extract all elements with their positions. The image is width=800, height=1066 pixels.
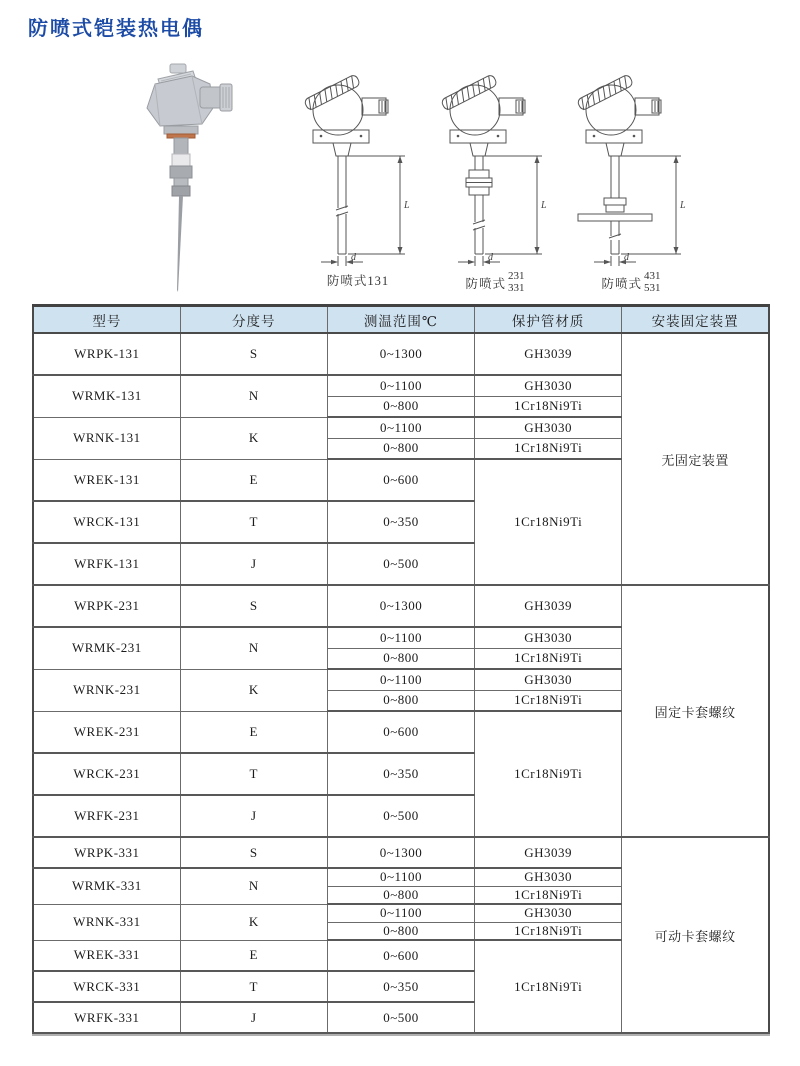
graduation-cell: S <box>180 837 327 868</box>
material-cell: GH3030 <box>475 627 622 648</box>
graduation-cell: J <box>180 1002 327 1033</box>
temp-range-cell: 0~1300 <box>327 837 474 868</box>
temp-range-cell: 0~800 <box>327 396 474 417</box>
figure-caption-231-331 <box>420 271 570 294</box>
model-cell: WRFK-231 <box>33 795 180 837</box>
model-cell: WRNK-331 <box>33 904 180 940</box>
table-row <box>33 333 769 375</box>
temp-range-cell: 0~1100 <box>327 904 474 922</box>
model-cell: WREK-331 <box>33 940 180 971</box>
temp-range-cell: 0~800 <box>327 886 474 904</box>
material-cell: 1Cr18Ni9Ti <box>475 940 622 1033</box>
column-header: 分度号 <box>180 306 327 334</box>
page-title: 防喷式铠装热电偶 <box>28 18 204 40</box>
temp-range-cell: 0~600 <box>327 940 474 971</box>
column-header: 安装固定装置 <box>622 306 769 334</box>
material-cell: 1Cr18Ni9Ti <box>475 886 622 904</box>
caption-text: 防喷式131 <box>326 274 390 288</box>
model-cell: WREK-131 <box>33 459 180 501</box>
caption-text: 防喷式 <box>601 276 642 291</box>
model-cell: WRNK-231 <box>33 669 180 711</box>
material-cell: 1Cr18Ni9Ti <box>475 922 622 940</box>
temp-range-cell: 0~1100 <box>327 375 474 396</box>
temp-range-cell: 0~600 <box>327 459 474 501</box>
temp-range-cell: 0~350 <box>327 501 474 543</box>
figure-431-531 <box>556 70 706 294</box>
temp-range-cell: 0~800 <box>327 690 474 711</box>
model-cell: WRMK-231 <box>33 627 180 669</box>
model-cell: WRPK-231 <box>33 585 180 627</box>
drawing-131-image <box>293 70 423 268</box>
graduation-cell: E <box>180 940 327 971</box>
caption-text: 防喷式 <box>465 276 506 291</box>
material-cell: 1Cr18Ni9Ti <box>475 396 622 417</box>
temp-range-cell: 0~1100 <box>327 868 474 886</box>
graduation-cell: T <box>180 971 327 1002</box>
graduation-cell: J <box>180 795 327 837</box>
dim-label-L: L <box>680 200 686 211</box>
temp-range-cell: 0~800 <box>327 922 474 940</box>
material-cell: 1Cr18Ni9Ti <box>475 459 622 585</box>
graduation-cell: K <box>180 669 327 711</box>
graduation-cell: K <box>180 904 327 940</box>
material-cell: GH3039 <box>475 837 622 868</box>
column-header: 保护管材质 <box>475 306 622 334</box>
model-cell: WRFK-331 <box>33 1002 180 1033</box>
temp-range-cell: 0~600 <box>327 711 474 753</box>
table-row <box>33 585 769 627</box>
column-header: 型号 <box>33 306 180 334</box>
dim-label-L: L <box>541 200 547 211</box>
figure-caption-131 <box>283 271 433 289</box>
temp-range-cell: 0~1300 <box>327 585 474 627</box>
drawing-231-image <box>430 70 560 268</box>
graduation-cell: N <box>180 868 327 904</box>
dim-label-d: d <box>351 252 356 263</box>
graduation-cell: E <box>180 711 327 753</box>
temp-range-cell: 0~1300 <box>327 333 474 375</box>
model-cell: WRCK-131 <box>33 501 180 543</box>
temp-range-cell: 0~350 <box>327 753 474 795</box>
model-cell: WRMK-331 <box>33 868 180 904</box>
material-cell: GH3030 <box>475 375 622 396</box>
graduation-cell: E <box>180 459 327 501</box>
graduation-cell: S <box>180 333 327 375</box>
graduation-cell: T <box>180 501 327 543</box>
temp-range-cell: 0~500 <box>327 795 474 837</box>
graduation-cell: K <box>180 417 327 459</box>
material-cell: GH3030 <box>475 417 622 438</box>
fixing-cell: 无固定装置 <box>622 333 769 585</box>
material-cell: GH3030 <box>475 868 622 886</box>
model-cell: WRMK-131 <box>33 375 180 417</box>
model-cell: WREK-231 <box>33 711 180 753</box>
material-cell: 1Cr18Ni9Ti <box>475 690 622 711</box>
material-cell: 1Cr18Ni9Ti <box>475 711 622 837</box>
product-photo <box>130 60 240 298</box>
graduation-cell: T <box>180 753 327 795</box>
graduation-cell: J <box>180 543 327 585</box>
material-cell: GH3039 <box>475 333 622 375</box>
dim-label-d: d <box>488 252 493 263</box>
model-cell: WRFK-131 <box>33 543 180 585</box>
model-cell: WRCK-331 <box>33 971 180 1002</box>
column-header: 测温范围℃ <box>327 306 474 334</box>
spec-table <box>32 304 770 1034</box>
temp-range-cell: 0~800 <box>327 438 474 459</box>
figure-caption-431-531 <box>556 271 706 294</box>
caption-fraction: 231 331 <box>508 270 525 294</box>
temp-range-cell: 0~500 <box>327 1002 474 1033</box>
dim-label-L: L <box>404 200 410 211</box>
temp-range-cell: 0~1100 <box>327 669 474 690</box>
graduation-cell: N <box>180 627 327 669</box>
temp-range-cell: 0~1100 <box>327 417 474 438</box>
model-cell: WRCK-231 <box>33 753 180 795</box>
temp-range-cell: 0~800 <box>327 648 474 669</box>
model-cell: WRPK-331 <box>33 837 180 868</box>
caption-fraction: 431 531 <box>644 270 661 294</box>
thermocouple-photo-image <box>130 60 240 298</box>
temp-range-cell: 0~350 <box>327 971 474 1002</box>
figure-131 <box>283 70 433 289</box>
material-cell: GH3030 <box>475 904 622 922</box>
model-cell: WRNK-131 <box>33 417 180 459</box>
temp-range-cell: 0~1100 <box>327 627 474 648</box>
material-cell: 1Cr18Ni9Ti <box>475 438 622 459</box>
header-row <box>33 306 769 334</box>
graduation-cell: N <box>180 375 327 417</box>
figure-231-331 <box>420 70 570 294</box>
material-cell: GH3030 <box>475 669 622 690</box>
material-cell: 1Cr18Ni9Ti <box>475 648 622 669</box>
drawing-431-image <box>566 70 696 268</box>
model-cell: WRPK-131 <box>33 333 180 375</box>
temp-range-cell: 0~500 <box>327 543 474 585</box>
material-cell: GH3039 <box>475 585 622 627</box>
fixing-cell: 固定卡套螺纹 <box>622 585 769 837</box>
fixing-cell: 可动卡套螺纹 <box>622 837 769 1033</box>
table-row <box>33 837 769 868</box>
dim-label-d: d <box>624 252 629 263</box>
graduation-cell: S <box>180 585 327 627</box>
